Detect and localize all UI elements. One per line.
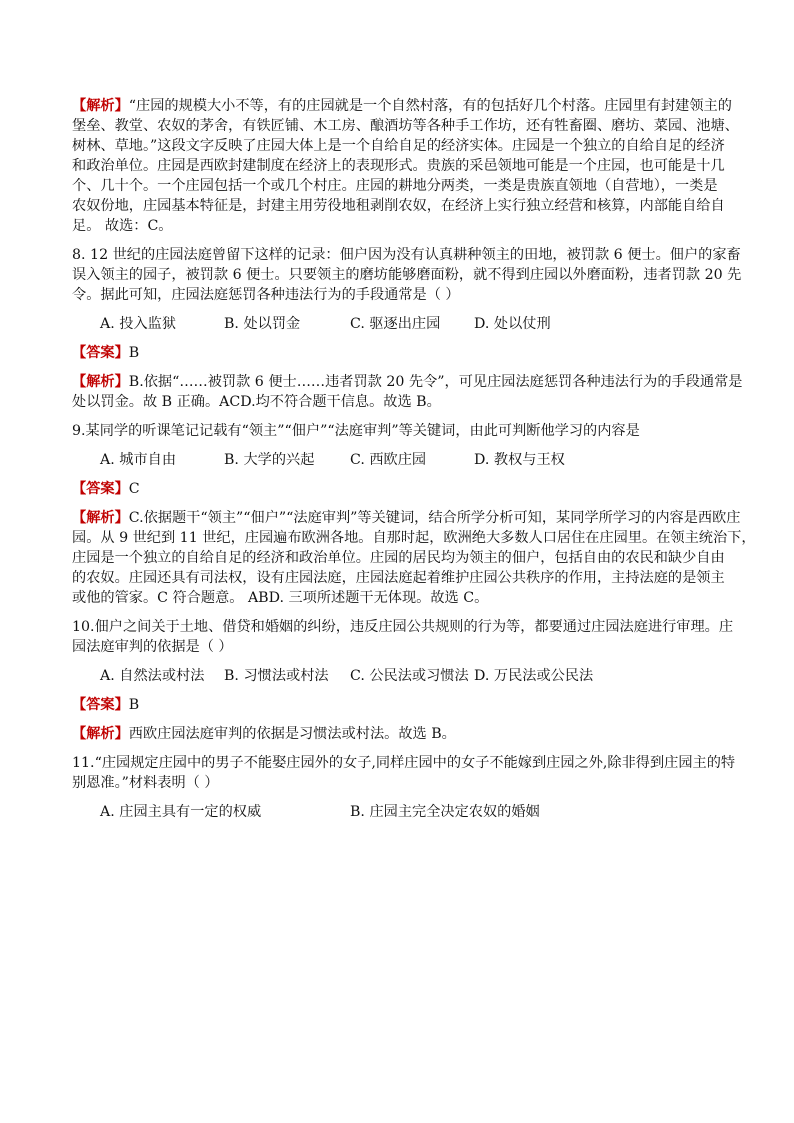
option-c: C. 公民法或习惯法 bbox=[350, 668, 469, 684]
q11-stem bbox=[72, 753, 736, 793]
question-text-line: 园法庭审判的依据是（ ） bbox=[72, 639, 233, 655]
q10-stem bbox=[72, 617, 734, 657]
option-a: A. 庄园主具有一定的权威 bbox=[100, 804, 262, 820]
analysis-text-line: 西欧庄园法庭审判的依据是习惯法或村法。故选 B。 bbox=[128, 726, 456, 742]
analysis-text-line: 堡垒、教堂、农奴的茅舍，有铁匠铺、木工房、酿酒坊等各种手工作坊，还有牲畜圈、磨坊、菜园、池塘、 bbox=[72, 118, 739, 134]
option-a: A. 自然法或村法 bbox=[100, 668, 205, 684]
option-c: C. 西欧庄园 bbox=[350, 452, 427, 468]
q8-options bbox=[72, 314, 724, 334]
analysis-text-line: 园。从 9 世纪到 11 世纪，庄园遍布欧洲各地。自那时起，欧洲绝大多数人口居住在庄园里。在领主统治下， bbox=[72, 530, 756, 546]
analysis-text-line: 农奴份地，庄园基本特征是，封建主用劳役地租剥削农奴，在经济上实行独立经营和核算，内部能自给自 bbox=[72, 198, 725, 214]
option-d: D. 处以仗刑 bbox=[474, 316, 551, 332]
answer-label: 【答案】 bbox=[72, 481, 129, 497]
q10-options bbox=[72, 666, 724, 686]
analysis-text-line: C.依据题干“领主”“佃户”“法庭审判”等关键词，结合所学分析可知，某同学所学习的内容是西欧庄 bbox=[128, 510, 741, 526]
option-a: A. 城市自由 bbox=[100, 452, 177, 468]
q10-answer bbox=[72, 695, 724, 715]
option-b: B. 习惯法或村法 bbox=[224, 668, 329, 684]
question-text-line: 10.佃户之间关于土地、借贷和婚姻的纠纷，违反庄园公共规则的行为等，都要通过庄园法庭进行审理。庄 bbox=[72, 619, 734, 635]
analysis-text-line: 和政治单位。庄园是西欧封建制度在经济上的表现形式。贵族的采邑领地可能是一个庄园，也可能是十几 bbox=[72, 158, 725, 174]
answer-label: 【答案】 bbox=[72, 697, 129, 713]
question-text-line: 误入领主的园子，被罚款 6 便士。只要领主的磨坊能够磨面粉，就不得到庄园以外磨面粉，违者罚款 20 先 bbox=[72, 267, 742, 283]
q8-analysis bbox=[72, 372, 743, 412]
q9-analysis bbox=[72, 508, 756, 608]
question-text-line: 11.“庄园规定庄园中的男子不能娶庄园外的女子,同样庄园中的女子不能嫁到庄园之外,除非得到庄园主的特 bbox=[72, 755, 736, 771]
analysis-label: 【解析】 bbox=[72, 98, 129, 114]
option-a: A. 投入监狱 bbox=[100, 316, 177, 332]
q10-analysis bbox=[72, 724, 724, 744]
question-text-line: 令。据此可知，庄园法庭惩罚各种违法行为的手段通常是（ ） bbox=[72, 287, 460, 303]
q8-stem bbox=[72, 245, 742, 305]
document-page bbox=[72, 96, 756, 831]
analysis-text-line: 处以罚金。故 B 正确。ACD.均不符合题干信息。故选 B。 bbox=[72, 394, 441, 410]
analysis-text-line: 足。 故选：C。 bbox=[72, 218, 173, 234]
q9-stem bbox=[72, 421, 724, 441]
q9-answer bbox=[72, 479, 724, 499]
question-text-line: 别恩准。”材料表明（ ） bbox=[72, 775, 219, 791]
q11-options bbox=[72, 802, 724, 822]
answer-value: B bbox=[128, 697, 140, 713]
option-b: B. 庄园主完全决定农奴的婚姻 bbox=[350, 804, 540, 820]
analysis-label: 【解析】 bbox=[72, 726, 129, 742]
question-text-line: 9.某同学的听课笔记记载有“领主”“佃户”“法庭审判”等关键词，由此可判断他学习的内容是 bbox=[72, 423, 640, 439]
analysis-text-line: 或他的管家。C 符合题意。 ABD. 三项所述题干无体现。故选 C。 bbox=[72, 590, 489, 606]
option-b: B. 大学的兴起 bbox=[224, 452, 315, 468]
q8-answer bbox=[72, 343, 724, 363]
option-c: C. 驱逐出庄园 bbox=[350, 316, 441, 332]
answer-value: B bbox=[128, 345, 140, 361]
analysis-text-line: B.依据“……被罚款 6 便士……违者罚款 20 先令”，可见庄园法庭惩罚各种违法行为的手段通常是 bbox=[128, 374, 743, 390]
analysis-text-line: “庄园的规模大小不等，有的庄园就是一个自然村落，有的包括好几个村落。庄园里有封建领主的 bbox=[128, 98, 732, 114]
analysis-text-line: 的农奴。庄园还具有司法权，设有庄园法庭，庄园法庭起着维护庄园公共秩序的作用，主持法庭的是领主 bbox=[72, 570, 725, 586]
option-d: D. 万民法或公民法 bbox=[474, 668, 594, 684]
option-b: B. 处以罚金 bbox=[224, 316, 301, 332]
question-text-line: 8. 12 世纪的庄园法庭曾留下这样的记录：佃户因为没有认真耕种领主的田地，被罚款 6 便士。佃户的家畜 bbox=[72, 247, 741, 263]
q9-options bbox=[72, 450, 724, 470]
analysis-text-line: 庄园是一个独立的自给自足的经济和政治单位。庄园的居民均为领主的佃户，包括自由的农民和缺少自由 bbox=[72, 550, 725, 566]
analysis-label: 【解析】 bbox=[72, 510, 129, 526]
option-d: D. 教权与王权 bbox=[474, 452, 565, 468]
analysis-label: 【解析】 bbox=[72, 374, 129, 390]
answer-value: C bbox=[128, 481, 140, 497]
analysis-text-line: 树林、草地。”这段文字反映了庄园大体上是一个自给自足的经济实体。庄园是一个独立的自给自足的经济 bbox=[72, 138, 725, 154]
answer-label: 【答案】 bbox=[72, 345, 129, 361]
analysis-text-line: 个、几十个。一个庄园包括一个或几个村庄。庄园的耕地分两类，一类是贵族直领地（自营地），一类是 bbox=[72, 178, 718, 194]
q7-analysis bbox=[72, 96, 739, 236]
